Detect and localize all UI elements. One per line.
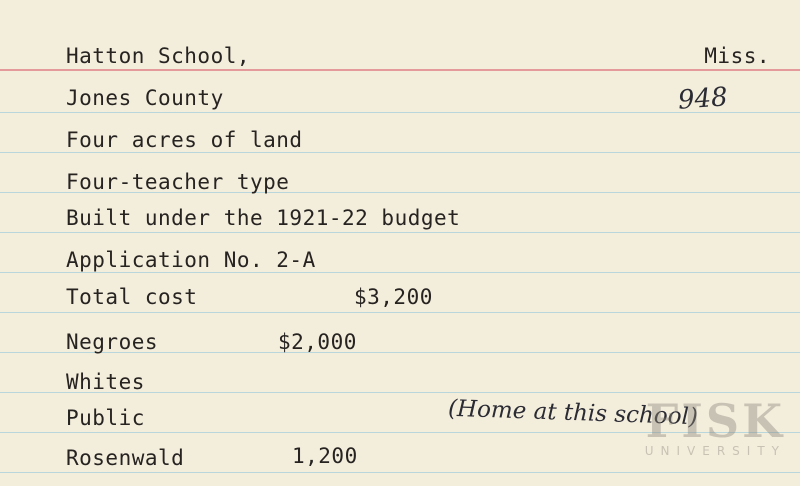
ruled-line: [0, 152, 800, 153]
ruled-line: [0, 232, 800, 233]
watermark-subtitle: UNIVERSITY: [644, 444, 786, 458]
total-cost-value: $3,200: [354, 285, 433, 309]
watermark-title: FISK: [645, 394, 786, 448]
county: Jones County: [66, 86, 224, 110]
ruled-line: [0, 472, 800, 473]
total-cost-label: Total cost: [66, 285, 198, 309]
school-type: Four-teacher type: [66, 170, 290, 194]
negroes-value: $2,000: [278, 330, 357, 354]
fisk-watermark: [644, 394, 786, 458]
school-name: Hatton School,: [66, 44, 251, 68]
card-number: 948: [677, 82, 729, 116]
budget-year: Built under the 1921-22 budget: [66, 206, 461, 230]
state-label: Miss.: [704, 44, 770, 68]
handwritten-note: (Home at this school): [447, 395, 699, 431]
ruled-line: [0, 272, 800, 273]
land-size: Four acres of land: [66, 128, 303, 152]
public-label: Public: [66, 406, 145, 430]
application-number: Application No. 2-A: [66, 248, 316, 272]
top-red-rule: [0, 69, 800, 71]
ruled-line: [0, 312, 800, 313]
rosenwald-label: Rosenwald: [66, 446, 185, 470]
rosenwald-value: 1,200: [292, 444, 358, 468]
whites-label: Whites: [66, 370, 145, 394]
negroes-label: Negroes: [66, 330, 159, 354]
